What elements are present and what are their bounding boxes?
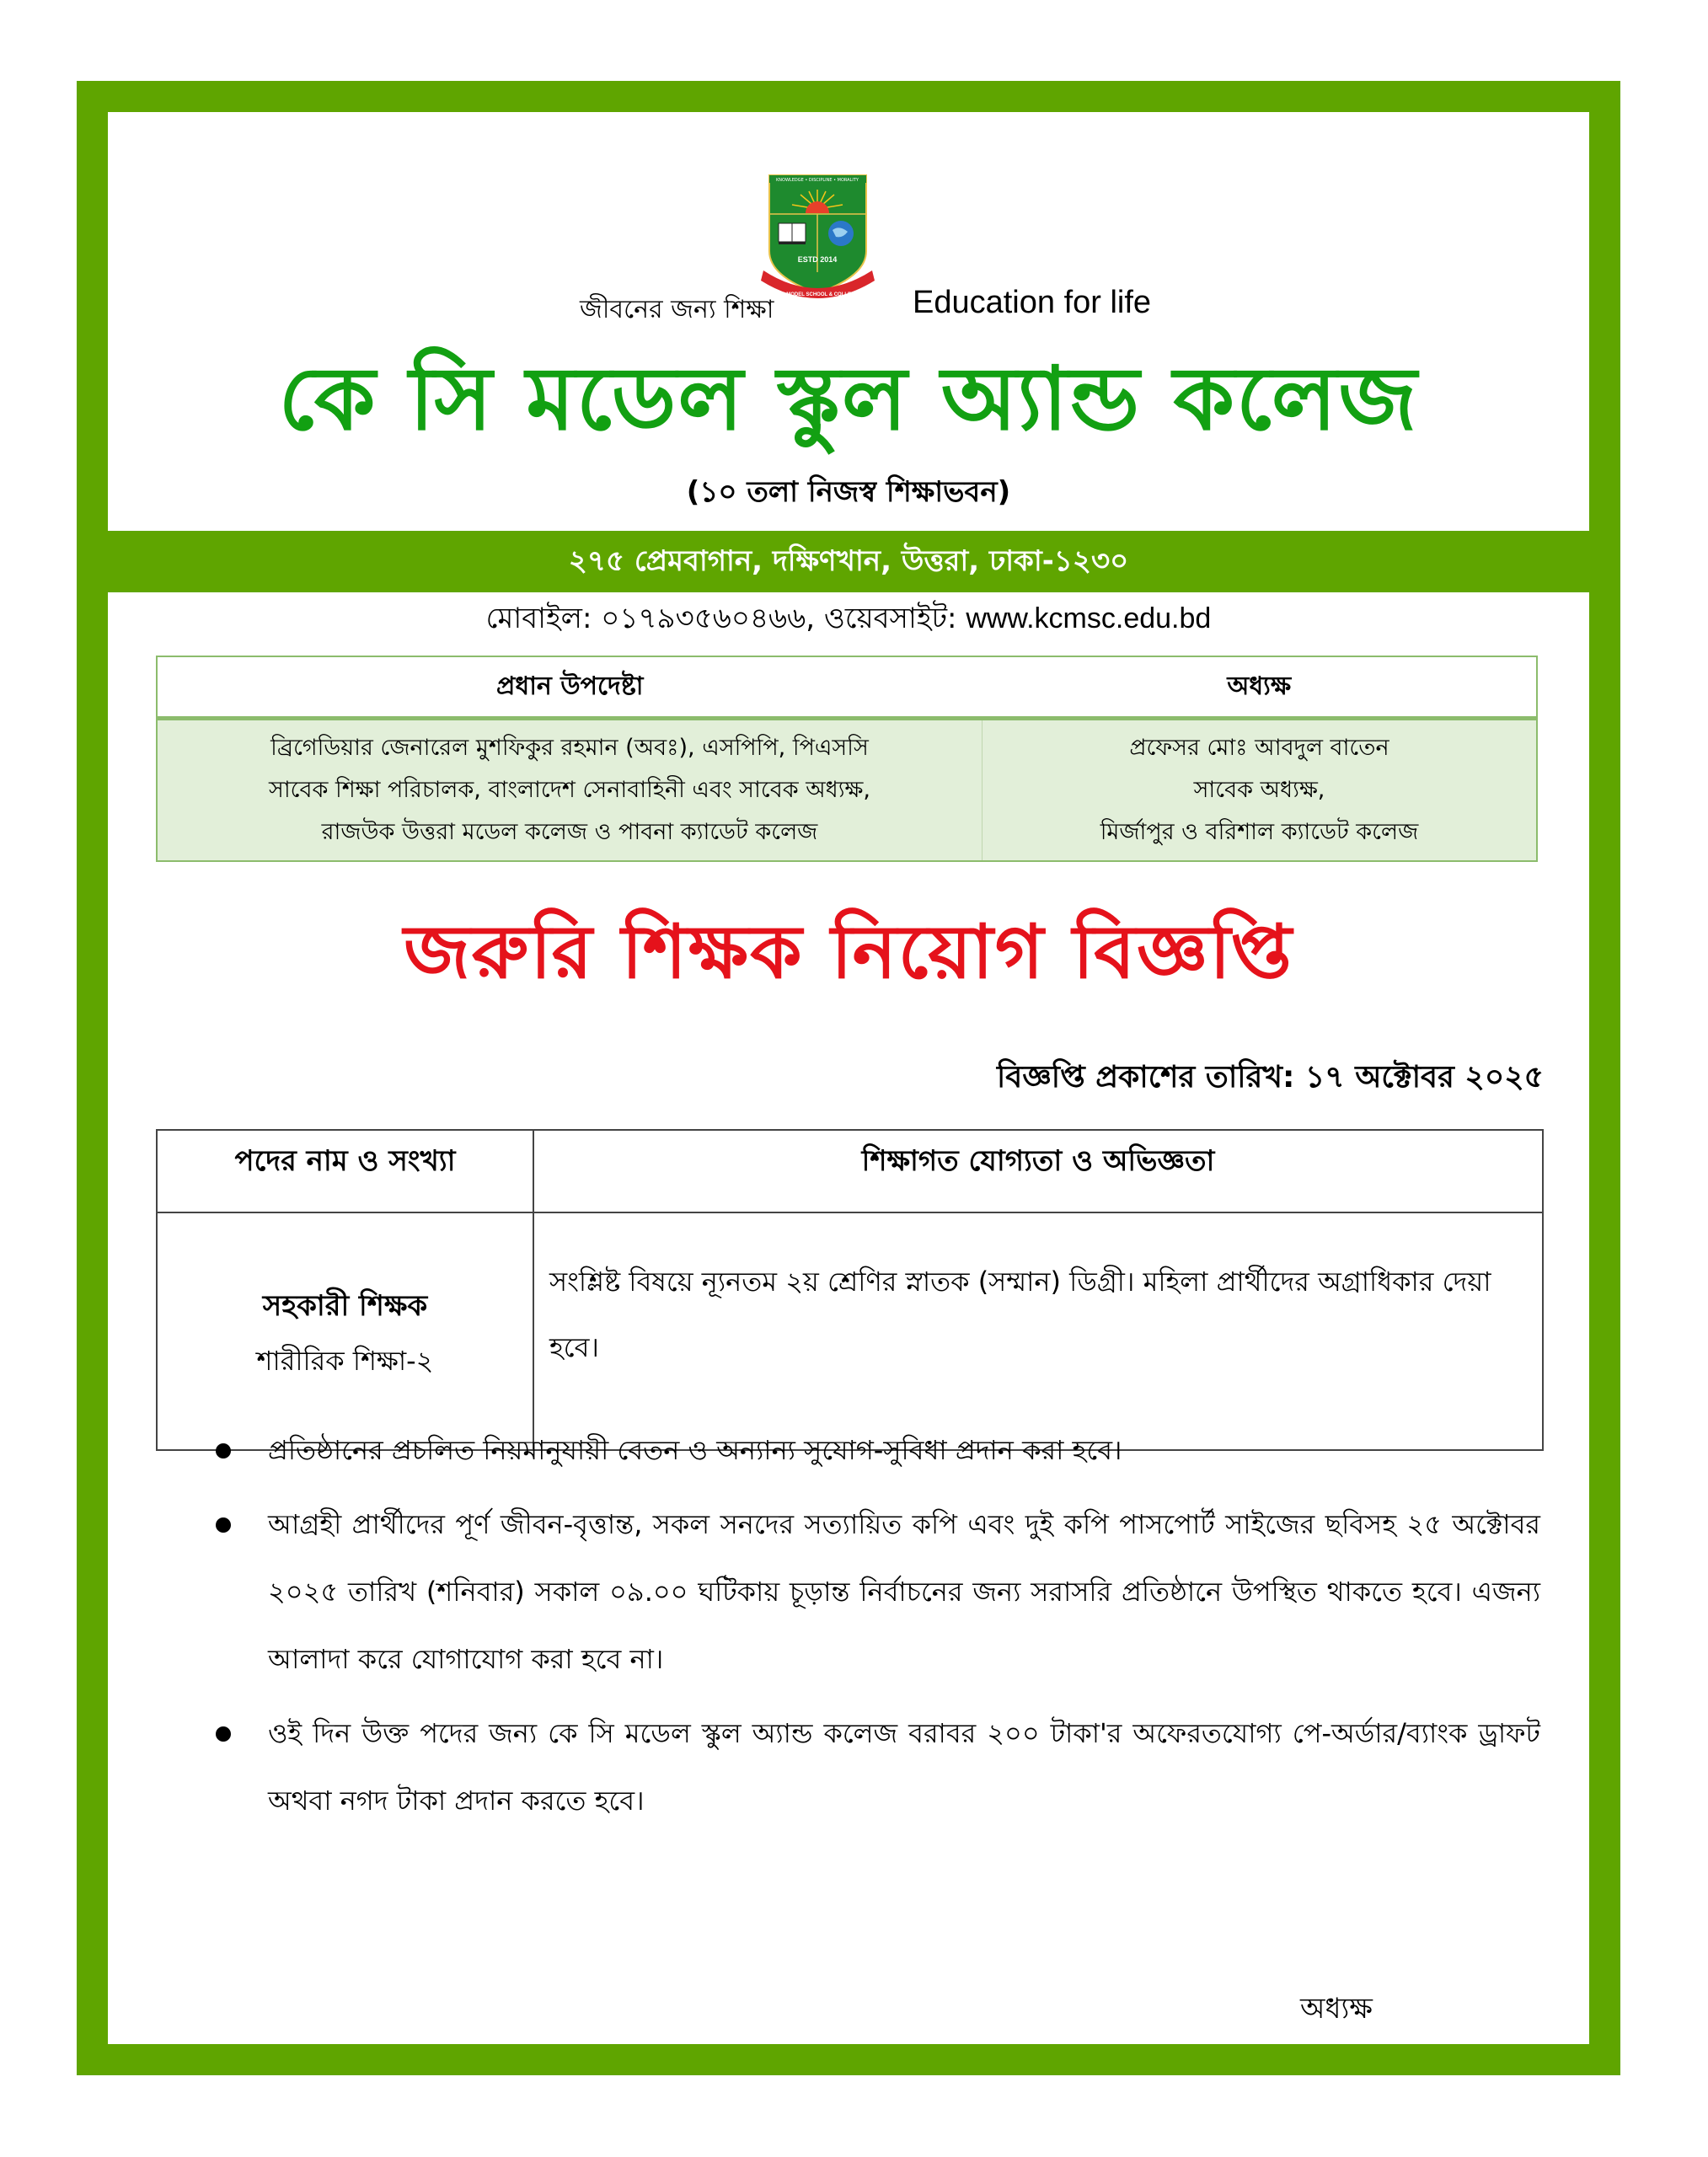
table-row xyxy=(157,1212,1543,1450)
advisor-header-chief: প্রধান উপদেষ্টা xyxy=(157,656,983,719)
list-item xyxy=(192,1491,1540,1693)
bullet-icon xyxy=(216,1517,231,1533)
chief-advisor-line: ব্রিগেডিয়ার জেনারেল মুশফিকুর রহমান (অবঃ), এসপিপি, পিএসসি xyxy=(270,735,869,761)
bullet-text: ওই দিন উক্ত পদের জন্য কে সি মডেল স্কুল অ্যান্ড কলেজ বরাবর ২০০ টাকা'র অফেরতযোগ্য পে-অর্ডার/ব্যাংক ড্রাফট অথবা নগদ টাকা প্রদান করতে হবে। xyxy=(268,1717,1540,1817)
header-position: পদের নাম ও সংখ্যা xyxy=(157,1130,533,1212)
chief-advisor-line: সাবেক শিক্ষা পরিচালক, বাংলাদেশ সেনাবাহিনী এবং সাবেক অধ্যক্ষ, xyxy=(268,777,870,803)
positions-table xyxy=(156,1129,1544,1451)
notice-title: জরুরি শিক্ষক নিয়োগ বিজ্ঞপ্তি xyxy=(404,908,1293,995)
school-name-heading: কে সি মডেল স্কুল অ্যান্ড কলেজ xyxy=(278,347,1419,450)
svg-text:KNOWLEDGE • DISCIPLINE • MORAL: KNOWLEDGE • DISCIPLINE • MORALITY xyxy=(776,178,859,183)
list-item xyxy=(192,1416,1540,1484)
instructions-list xyxy=(192,1416,1540,1841)
website-link[interactable]: www.kcmsc.edu.bd xyxy=(966,602,1212,634)
address-band xyxy=(108,531,1589,592)
publish-date: বিজ্ঞপ্তি প্রকাশের তারিখ: ১৭ অক্টোবর ২০২৫ xyxy=(997,1060,1544,1095)
school-logo-icon xyxy=(757,171,879,306)
signature-title: অধ্যক্ষ xyxy=(1300,1992,1373,2026)
advisor-header-principal: অধ্যক্ষ xyxy=(983,656,1538,719)
tagline-bangla: জীবনের জন্য শিক্ষা xyxy=(580,295,774,324)
list-item xyxy=(192,1699,1540,1834)
bullet-text: আগ্রহী প্রার্থীদের পূর্ণ জীবন-বৃত্তান্ত, সকল সনদের সত্যায়িত কপি এবং দুই কপি পাসপোর্ট সাইজের ছবিসহ ২৫ অক্টোবর ২০২৫ তারিখ (শনিবার) সকাল ০৯.০০ ঘটিকায় চূড়ান্ত নির্বাচনের জন্য সরাসরি প্রতিষ্ঠানে উপস্থিত থাকতে হবে। এজন্য আলাদা করে যোগাযোগ করা হবে না। xyxy=(268,1508,1540,1675)
building-subtitle: (১০ তলা নিজস্ব শিক্ষাভবন) xyxy=(686,475,1011,509)
qualification-cell: সংশ্লিষ্ট বিষয়ে ন্যূনতম ২য় শ্রেণির স্নাতক (সম্মান) ডিগ্রী। মহিলা প্রার্থীদের অগ্রাধিকার দেয়া হবে। xyxy=(533,1212,1543,1450)
svg-text:K C MODEL SCHOOL & COLLEGE: K C MODEL SCHOOL & COLLEGE xyxy=(776,292,859,297)
chief-advisor-line: রাজউক উত্তরা মডেল কলেজ ও পাবনা ক্যাডেট কলেজ xyxy=(321,819,818,845)
bullet-icon xyxy=(216,1726,231,1742)
principal-line: মির্জাপুর ও বরিশাল ক্যাডেট কলেজ xyxy=(1100,819,1419,845)
principal-line: সাবেক অধ্যক্ষ, xyxy=(1193,777,1325,803)
position-name: সহকারী শিক্ষক xyxy=(262,1289,428,1323)
advisor-table xyxy=(156,656,1538,862)
tagline-english: Education for life xyxy=(913,285,1152,320)
contact-line xyxy=(108,597,1589,645)
principal-cell xyxy=(983,719,1538,862)
position-cell xyxy=(157,1212,533,1450)
position-subject: শারীরিক শিক্ষা-২ xyxy=(256,1345,434,1377)
logo-book xyxy=(779,223,806,244)
principal-line: প্রফেসর মোঃ আবদুল বাতেন xyxy=(1129,735,1389,761)
page-border-frame xyxy=(77,81,1620,2075)
address-text: ২৭৫ প্রেমবাগান, দক্ষিণখান, উত্তরা, ঢাকা-১২৩০ xyxy=(568,544,1129,578)
bullet-icon xyxy=(216,1443,231,1459)
notice-sheet xyxy=(108,112,1589,2044)
contact-mobile: মোবাইল: ০১৭৯৩৫৬০৪৬৬, ওয়েবসাইট: xyxy=(485,602,966,635)
chief-advisor-cell xyxy=(157,719,983,862)
bullet-text: প্রতিষ্ঠানের প্রচলিত নিয়মানুযায়ী বেতন ও অন্যান্য সুযোগ-সুবিধা প্রদান করা হবে। xyxy=(268,1434,1122,1466)
svg-text:ESTD 2014: ESTD 2014 xyxy=(797,255,838,264)
header-qualification: শিক্ষাগত যোগ্যতা ও অভিজ্ঞতা xyxy=(533,1130,1543,1212)
